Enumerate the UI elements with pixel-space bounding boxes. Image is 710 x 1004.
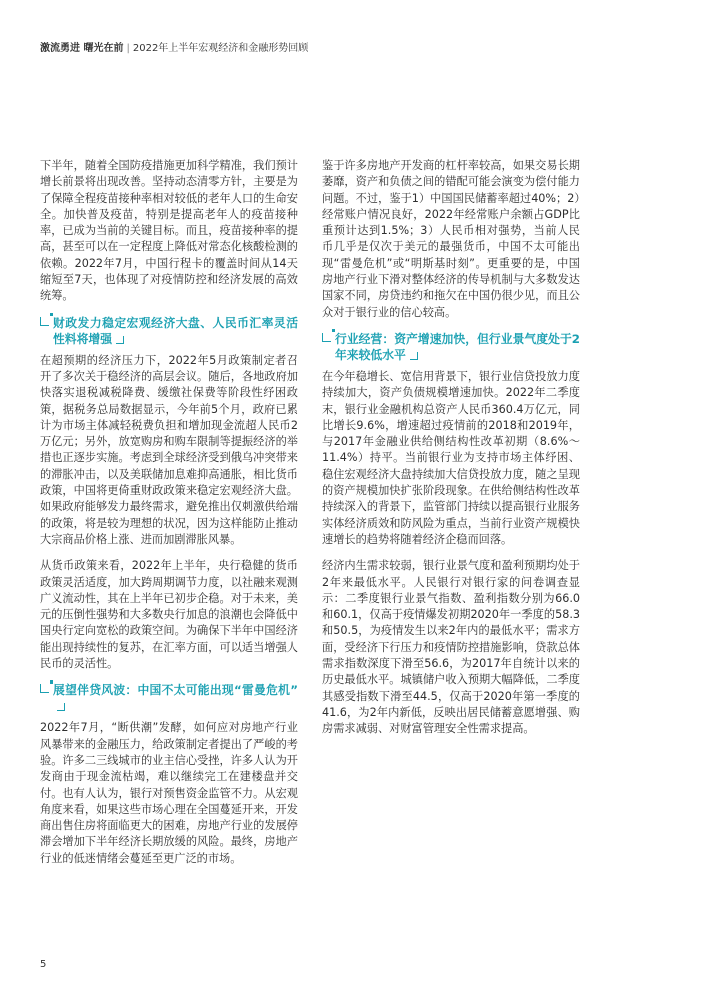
running-header [40, 39, 308, 54]
report-subtitle: 2022年上半年宏观经济和金融形势回顾 [132, 43, 309, 54]
page-number: 5 [40, 959, 47, 970]
left-column [40, 158, 298, 867]
header-separator: | [126, 43, 130, 54]
section-heading-industry [322, 331, 580, 363]
section-heading-text: 展望伴贷风波：中国不太可能出现“雷曼危机” [53, 683, 298, 698]
section-heading-text: 财政发力稳定宏观经济大盘、人民币汇率灵活性料将增强 [53, 315, 298, 346]
section-heading-fiscal [40, 315, 298, 347]
body-paragraph: 下半年，随着全国防疫措施更加科学精准，我们预计增长前景将出现改善。坚持动态清零方针，主要是为了保障全程疫苗接种率相对较低的老年人口的生命安全。加快普及疫苗，特别是提高老年人的疫苗接种率，已成为当前的关键目标。而且，疫苗接种率的提高，甚至可以在一定程度上降低对常态化核酸检测的依赖。2022年7月，中国行程卡的覆盖时间从14天缩短至7天，也体现了对疫情防控和经济发展的高效统筹。 [40, 159, 298, 303]
section-marker-icon [40, 317, 49, 326]
section-marker-icon [40, 684, 49, 693]
body-paragraph: 2022年7月，“断供潮”发酵，如何应对房地产行业风暴带来的金融压力，给政策制定者提出了严峻的考验。许多二三线城市的业主信心受挫，许多人认为开发商由于现金流枯竭，难以继续完工在建楼盘并交付。也有人认为，银行对预售资金监管不力。从宏观角度来看，如果这些市场心理在全国蔓延开来，开发商出售住房将面临更大的困难，房地产行业的发展停滞会增加下半年经济长期放缓的风险。最终，房地产行业的低迷情绪会蔓延至更广泛的市场。 [40, 721, 298, 865]
section-marker-icon [322, 333, 331, 342]
section-end-marker-icon [57, 703, 65, 711]
body-paragraph: 经济内生需求较弱，银行业景气度和盈利预期均处于2年来最低水平。人民银行对银行家的问卷调查显示：二季度银行业景气指数、盈利指数分别为66.0和60.1，仅高于疫情爆发初期2020年一季度的58.3和50.5，为疫情发生以来2年内的最低水平；需求方面，受经济下行压力和疫情防控措施影响，贷款总体需求指数深度下滑至56.6，为2017年自统计以来的历史最低水平。城镇储户收入预期大幅降低，二季度其感受指数下滑至44.5，仅高于2020年第一季度的41.6，为2年内新低，反映出居民储蓄意愿增强、购房需求减弱、对财富管理安全性需求提高。 [322, 559, 580, 736]
body-paragraph: 从货币政策来看，2022年上半年，央行稳健的货币政策灵活适度，加大跨周期调节力度，以社融来观测广义流动性，其在上半年已初步企稳。对于未来，美元的压倒性强势和大多数央行加息的浪潮也会降低中国央行定向宽松的政策空间。为确保下半年中国经济能出现持续性的复苏，在汇率方面，可以适当增强人民币的灵活性。 [40, 559, 298, 671]
section-heading-text: 行业经营：资产增速加快，但行业景气度处于2年来较低水平 [335, 331, 580, 362]
section-heading-property [40, 682, 298, 714]
body-paragraph: 在今年稳增长、宽信用背景下，银行业信贷投放力度持续加大，资产负债规模增速加快。2022年二季度末，银行业金融机构总资产人民币360.4万亿元，同比增长9.6%，增速超过疫情前的2018和2019年，与2017年金融业供给侧结构性改革初期（8.6%～11.4%）持平。当前银行业为支持市场主体纾困、稳住宏观经济大盘持续加大信贷投放力度，随之呈现的资产规模加快扩张阶段现象。在供给侧结构性改革持续深入的背景下，监管部门持续以提高银行业服务实体经济质效和防风险为重点，当前行业资产规模快速增长的趋势将随着经济企稳而回落。 [322, 369, 580, 546]
section-end-marker-icon [116, 336, 124, 344]
right-column [322, 158, 580, 738]
body-paragraph: 鉴于许多房地产开发商的杠杆率较高，如果交易长期萎靡，资产和负债之间的错配可能会演变为偿付能力问题。不过，鉴于1）中国国民储蓄率超过40%；2）经常账户情况良好，2022年经常账户余额占GDP比重预计达到1.5%；3）人民币相对强势，当前人民币几乎是仅次于美元的最强货币，中国不太可能出现“雷曼危机”或“明斯基时刻”。更重要的是，中国房地产行业下滑对整体经济的传导机制与大多数发达国家不同，房贷违约和拖欠在中国仍很少见，而且公众对于银行业的信心较高。 [322, 159, 580, 319]
report-title: 激流勇进 曙光在前 [40, 43, 124, 54]
section-end-marker-icon [410, 352, 418, 360]
body-paragraph: 在超预期的经济压力下，2022年5月政策制定者召开了多次关于稳经济的高层会议。随后，各地政府加快落实退税减税降费、缓缴社保费等阶段性纾困政策，据税务总局数据显示，今年前5个月，政府已累计为市场主体减轻税费负担和增加现金流超人民币2万亿元；另外，放宽购房和购车限制等提振经济的举措也正逐步实施。考虑到全球经济受到俄乌冲突带来的滞胀冲击，以及美联储加息难抑高通胀，相比货币政策，中国将更倚重财政政策来稳定宏观经济大盘。如果政府能够发力最终需求，避免推出仅刺激供给端的政策，将是较为理想的状况，因为这样能防止推动大宗商品价格上涨、进而加剧滞胀风暴。 [40, 353, 298, 546]
